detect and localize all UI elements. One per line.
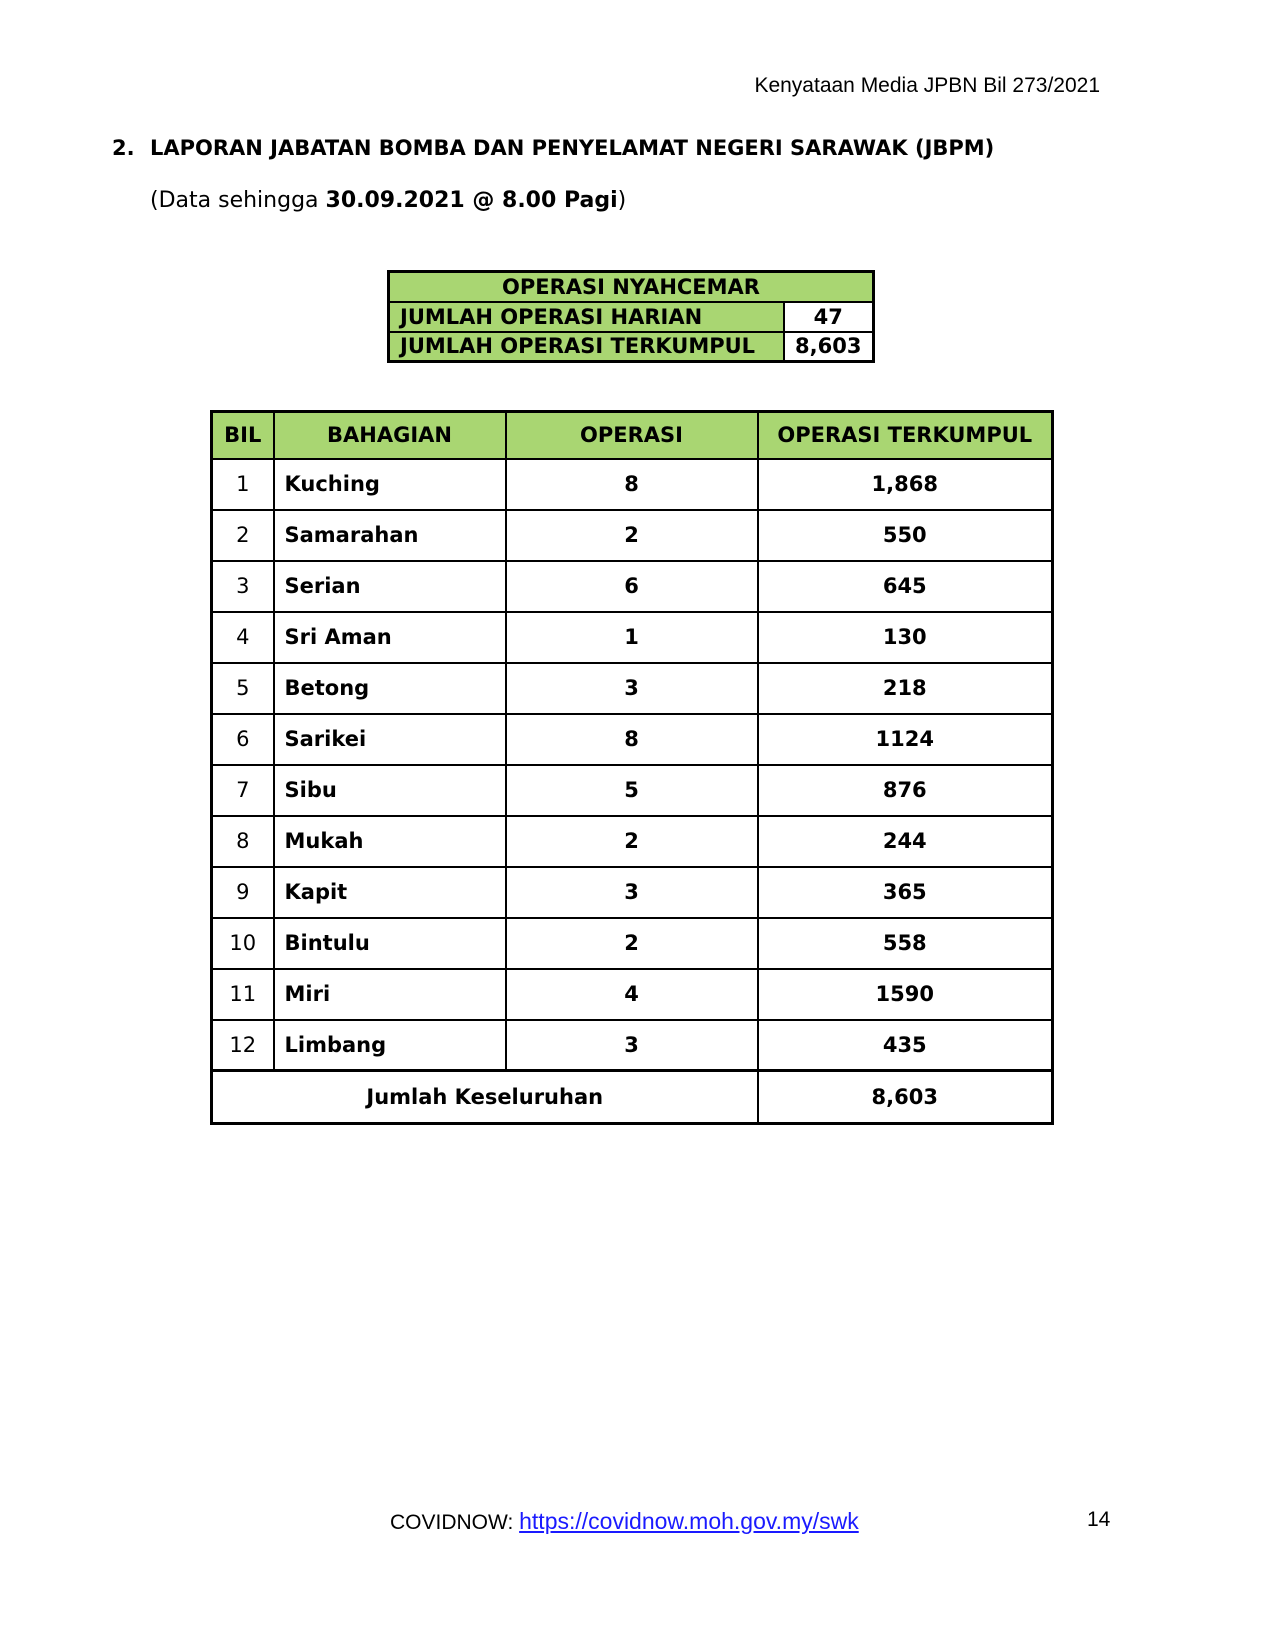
- table-row: [212, 714, 1053, 765]
- row-operasi-terkumpul: 876: [758, 765, 1053, 816]
- table-row: [212, 918, 1053, 969]
- summary-title: OPERASI NYAHCEMAR: [389, 272, 874, 302]
- row-operasi-terkumpul: 365: [758, 867, 1053, 918]
- row-bahagian: Sibu: [274, 765, 506, 816]
- row-bahagian: Samarahan: [274, 510, 506, 561]
- header-operasi: OPERASI: [506, 412, 758, 459]
- row-operasi: 8: [506, 714, 758, 765]
- row-bahagian: Miri: [274, 969, 506, 1020]
- row-bil: 7: [212, 765, 274, 816]
- table-row: [212, 867, 1053, 918]
- row-operasi-terkumpul: 558: [758, 918, 1053, 969]
- row-bahagian: Betong: [274, 663, 506, 714]
- summary-cumulative-label: JUMLAH OPERASI TERKUMPUL: [389, 332, 784, 362]
- row-operasi: 3: [506, 867, 758, 918]
- operations-table: [210, 410, 1054, 1125]
- row-operasi-terkumpul: 645: [758, 561, 1053, 612]
- row-operasi: 3: [506, 1020, 758, 1071]
- section-heading: [112, 136, 994, 160]
- row-bil: 9: [212, 867, 274, 918]
- row-operasi: 2: [506, 816, 758, 867]
- row-operasi-terkumpul: 130: [758, 612, 1053, 663]
- table-row: [212, 663, 1053, 714]
- data-date: 30.09.2021 @ 8.00 Pagi: [325, 188, 618, 213]
- row-bil: 5: [212, 663, 274, 714]
- covidnow-link[interactable]: https://covidnow.moh.gov.my/swk: [519, 1508, 859, 1534]
- section-number: 2.: [112, 136, 135, 160]
- row-operasi: 5: [506, 765, 758, 816]
- total-label: Jumlah Keseluruhan: [212, 1071, 758, 1124]
- row-operasi: 1: [506, 612, 758, 663]
- row-operasi-terkumpul: 1,868: [758, 459, 1053, 510]
- row-bahagian: Mukah: [274, 816, 506, 867]
- summary-cumulative-value: 8,603: [784, 332, 874, 362]
- data-date-prefix: (Data sehingga: [150, 188, 326, 213]
- row-bil: 11: [212, 969, 274, 1020]
- row-operasi: 3: [506, 663, 758, 714]
- row-bil: 12: [212, 1020, 274, 1071]
- row-bil: 6: [212, 714, 274, 765]
- summary-table: [387, 270, 875, 363]
- data-date-suffix: ): [617, 188, 627, 213]
- row-operasi: 2: [506, 918, 758, 969]
- summary-daily-label: JUMLAH OPERASI HARIAN: [389, 302, 784, 332]
- total-value: 8,603: [758, 1071, 1053, 1124]
- section-title: LAPORAN JABATAN BOMBA DAN PENYELAMAT NEGERI SARAWAK (JBPM): [150, 136, 995, 160]
- table-total-row: [212, 1071, 1053, 1124]
- row-bahagian: Kapit: [274, 867, 506, 918]
- data-date-line: [150, 188, 626, 213]
- row-operasi-terkumpul: 218: [758, 663, 1053, 714]
- row-bil: 4: [212, 612, 274, 663]
- table-row: [212, 459, 1053, 510]
- row-bil: 1: [212, 459, 274, 510]
- row-operasi-terkumpul: 435: [758, 1020, 1053, 1071]
- row-operasi: 6: [506, 561, 758, 612]
- table-row: [212, 612, 1053, 663]
- row-operasi: 2: [506, 510, 758, 561]
- header-bahagian: BAHAGIAN: [274, 412, 506, 459]
- header-bil: BIL: [212, 412, 274, 459]
- summary-daily-value: 47: [784, 302, 874, 332]
- row-operasi-terkumpul: 1124: [758, 714, 1053, 765]
- row-bil: 8: [212, 816, 274, 867]
- table-row: [212, 510, 1053, 561]
- row-bahagian: Bintulu: [274, 918, 506, 969]
- table-row: [212, 765, 1053, 816]
- row-bahagian: Sarikei: [274, 714, 506, 765]
- table-row: [212, 1020, 1053, 1071]
- row-operasi-terkumpul: 550: [758, 510, 1053, 561]
- row-bahagian: Serian: [274, 561, 506, 612]
- row-bil: 2: [212, 510, 274, 561]
- row-operasi: 4: [506, 969, 758, 1020]
- page-number: 14: [1087, 1508, 1111, 1531]
- table-header-row: [212, 412, 1053, 459]
- row-bahagian: Sri Aman: [274, 612, 506, 663]
- header-operasi-terkumpul: OPERASI TERKUMPUL: [758, 412, 1053, 459]
- row-bahagian: Limbang: [274, 1020, 506, 1071]
- row-bil: 10: [212, 918, 274, 969]
- table-row: [212, 816, 1053, 867]
- row-operasi: 8: [506, 459, 758, 510]
- footer-label: COVIDNOW:: [390, 1511, 520, 1534]
- document-reference: Kenyataan Media JPBN Bil 273/2021: [754, 74, 1100, 97]
- row-bahagian: Kuching: [274, 459, 506, 510]
- table-row: [212, 969, 1053, 1020]
- row-operasi-terkumpul: 244: [758, 816, 1053, 867]
- table-row: [212, 561, 1053, 612]
- row-bil: 3: [212, 561, 274, 612]
- row-operasi-terkumpul: 1590: [758, 969, 1053, 1020]
- footer: [390, 1508, 859, 1535]
